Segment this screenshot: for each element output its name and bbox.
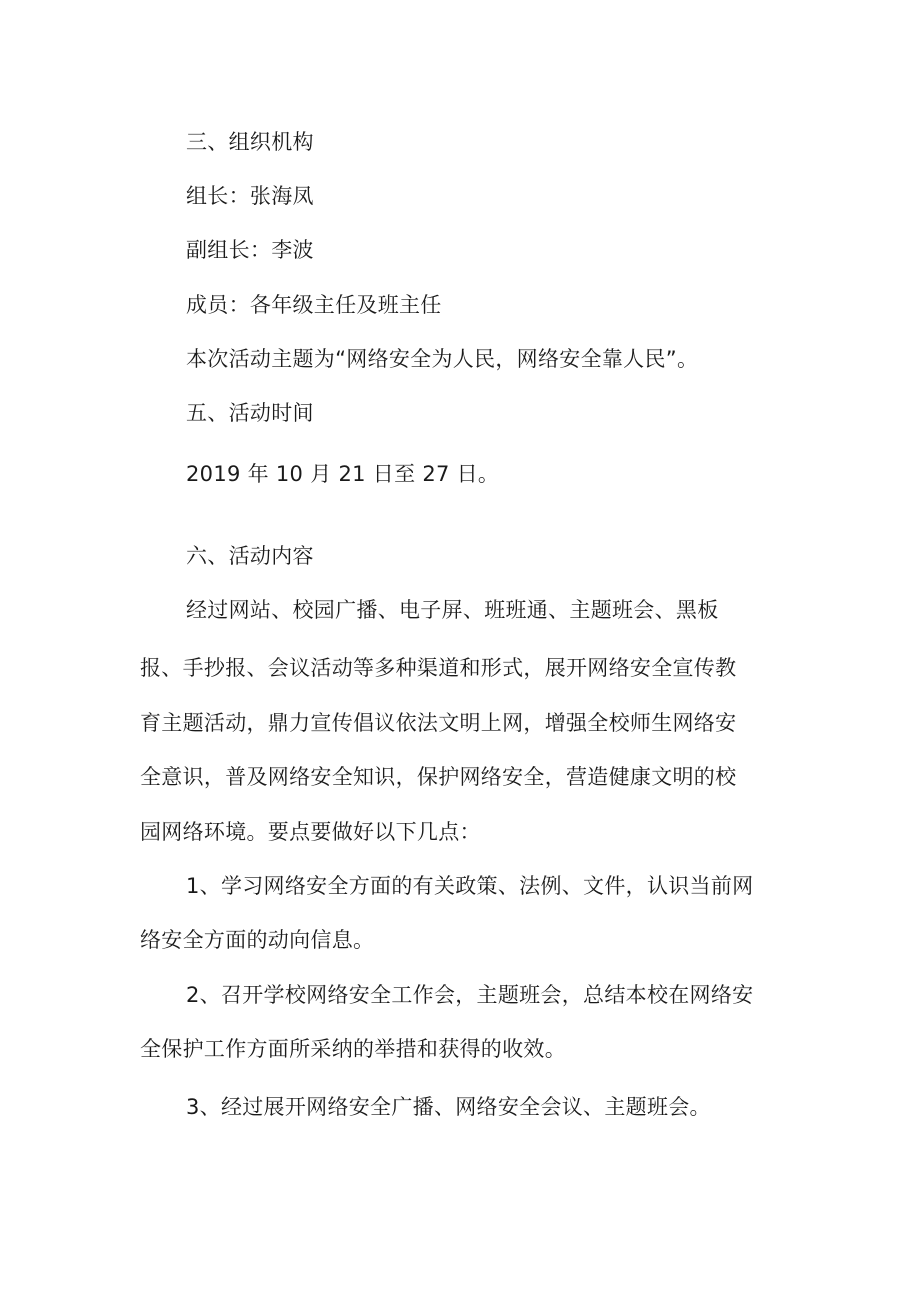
members-line: 成员：各年级主任及班主任 — [186, 293, 442, 317]
content-paragraph-line: 经过网站、校园广播、电子屏、班班通、主题班会、黑板 — [186, 598, 719, 622]
item1-line: 络安全方面的动向信息。 — [140, 928, 375, 952]
item2-line: 2、召开学校网络安全工作会，主题班会，总结本校在网络安 — [186, 983, 754, 1007]
item3-line: 3、经过展开网络安全广播、网络安全会议、主题班会。 — [186, 1095, 711, 1119]
content-paragraph-line: 育主题活动，鼎力宣传倡议依法文明上网，增强全校师生网络安 — [140, 711, 737, 735]
item2-line: 全保护工作方面所采纳的举措和获得的收效。 — [140, 1037, 566, 1061]
section3-heading: 三、组织机构 — [186, 130, 314, 154]
leader-line: 组长：张海凤 — [186, 184, 314, 208]
deputy-leader-line: 副组长：李波 — [186, 238, 314, 262]
item1-line: 1、学习网络安全方面的有关政策、法例、文件，认识当前网 — [186, 874, 754, 898]
section6-heading: 六、活动内容 — [186, 544, 314, 568]
content-paragraph-line: 全意识，普及网络安全知识，保护网络安全，营造健康文明的校 — [140, 765, 737, 789]
content-paragraph-line: 报、手抄报、会议活动等多种渠道和形式，展开网络安全宣传教 — [140, 656, 737, 680]
section5-heading: 五、活动时间 — [186, 401, 314, 425]
activity-dates: 2019 年 10 月 21 日至 27 日。 — [186, 462, 500, 486]
content-paragraph-line: 园网络环境。要点要做好以下几点： — [140, 820, 481, 844]
theme-statement: 本次活动主题为“网络安全为人民，网络安全靠人民”。 — [186, 347, 699, 371]
